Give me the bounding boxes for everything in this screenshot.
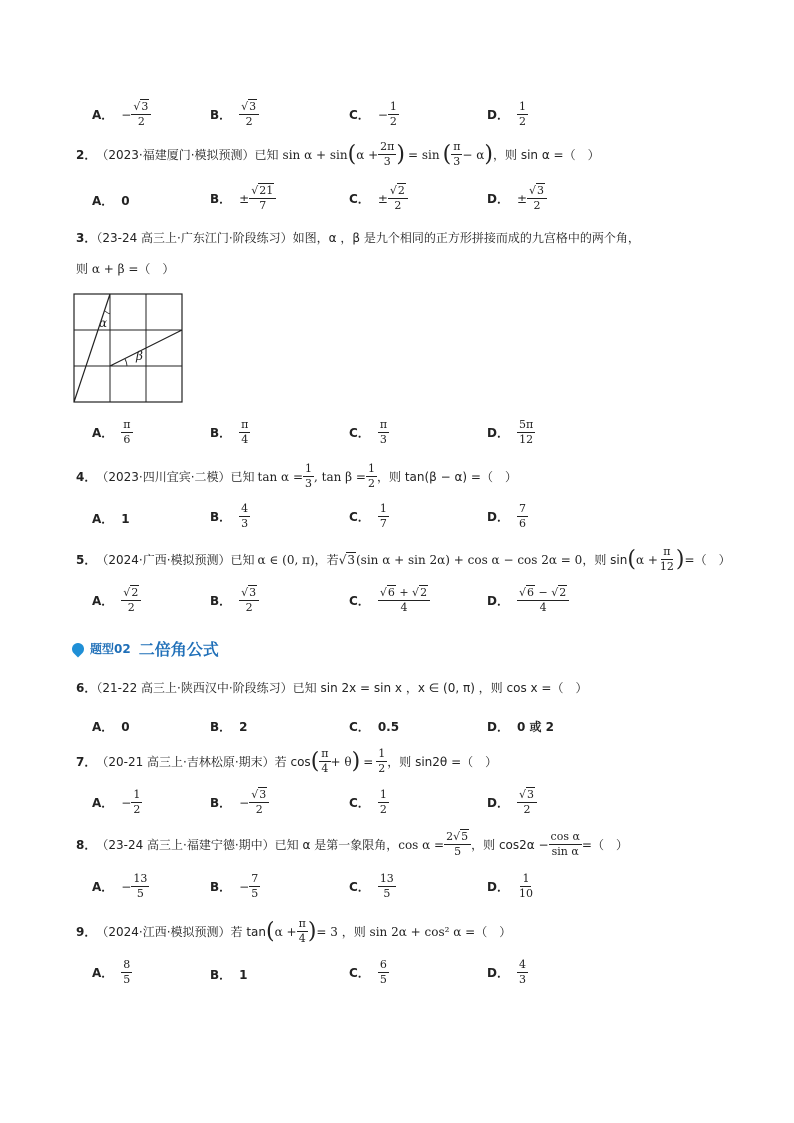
nine-grid-figure [72,292,186,406]
q9-option-a[interactable]: A． $\frac{8}{5}$ [92,958,131,986]
q2-option-c[interactable]: C． ± $\frac{√2}{2}$ [349,184,408,213]
question-9: 9． （2024·江西·模拟预测）若 tan ( α + $\frac{\pi}{4}$ ) = 3 ，则 sin 2α + cos² α =（ ） [76,917,512,945]
q6-option-b[interactable]: B． 2 [210,719,248,734]
q2-option-b[interactable]: B． ± $\frac{√21}{7}$ [210,184,276,213]
q5-option-b[interactable]: B． $\frac{√3}{2}$ [210,586,259,615]
question-3: 3．（23-24 高三上·广东江门·阶段练习）如图，α ，β 是九个相同的正方形拼接而成的九宫格中的两个角， [76,231,640,245]
q3-option-d[interactable]: D． $\frac{5\pi}{12}$ [487,418,534,446]
question-7: 7． （20-21 高三上·吉林松原·期末）若 cos ( $\frac{\pi}{4}$ + θ ) = $\frac{1}{2}$ ，则 sin2θ =（ ） [76,747,498,775]
q3-option-c[interactable]: C． $\frac{\pi}{3}$ [349,418,388,446]
q6-option-c[interactable]: C． 0.5 [349,719,400,734]
q9-option-b[interactable]: B． 1 [210,967,248,982]
q8-option-b[interactable]: B． − $\frac{7}{5}$ [210,872,259,900]
q6-option-d[interactable]: D． 0 或 2 [487,720,555,734]
q3-option-b[interactable]: B． $\frac{\pi}{4}$ [210,418,249,446]
q1-option-b[interactable]: B． $\frac{√3}{2}$ [210,100,259,129]
q8-option-c[interactable]: C． $\frac{13}{5}$ [349,872,394,900]
q1-option-a[interactable]: A． − $\frac{√3}{2}$ [92,100,151,129]
q2-option-a[interactable]: A． 0 [92,193,130,208]
q9-option-d[interactable]: D． $\frac{4}{3}$ [487,958,526,986]
question-8: 8． （23-24 高三上·福建宁德·期中）已知 α 是第一象限角， cos α = $\frac{2√5}{5}$ ，则 cos2α − $\frac{\text{cos α}}{\text{sin α}}$ =（ ） [76,830,628,858]
beta-label: β [136,349,143,363]
q4-option-d[interactable]: D． $\frac{7}{6}$ [487,502,526,530]
q7-option-d[interactable]: D． $\frac{√3}{2}$ [487,788,537,817]
question-3-line2: 则 α + β =（ ） [76,262,175,276]
q5-option-c[interactable]: C． $\frac{√6 + √2}{4}$ [349,586,430,615]
q7-option-b[interactable]: B． − $\frac{√3}{2}$ [210,788,269,817]
q8-option-d[interactable]: D． $\frac{1}{10}$ [487,872,533,900]
q8-option-a[interactable]: A． − $\frac{13}{5}$ [92,872,148,900]
q5-option-a[interactable]: A． $\frac{√2}{2}$ [92,586,141,615]
question-5: 5． （2024·广西·模拟预测）已知 α ∈ (0, π) ，若 √3 (sin α + sin 2α) + cos α − cos 2α = 0 ，则 sin ( α + $\frac{\pi}{12}$ ) =（ ） [76,545,731,573]
q3-option-a[interactable]: A． $\frac{\pi}{6}$ [92,418,131,446]
q1-option-c[interactable]: C． − $\frac{1}{2}$ [349,100,397,128]
location-pin-icon [70,640,87,657]
q1-option-d[interactable]: D． $\frac{1}{2}$ [487,100,526,128]
alpha-label: α [99,316,108,330]
q5-option-d[interactable]: D． $\frac{√6 - √2}{4}$ [487,586,569,615]
q4-option-a[interactable]: A． 1 [92,511,130,526]
q7-option-a[interactable]: A． − $\frac{1}{2}$ [92,788,141,816]
alpha-ray [74,294,110,402]
q9-option-c[interactable]: C． $\frac{6}{5}$ [349,958,387,986]
question-2: 2． （2023·福建厦门·模拟预测）已知 sin α + sin ( α + $\frac{2\pi}{3}$ ) = sin ( $\frac{\pi}{3}$ − α ) ，则 sin α =（ ） [76,140,600,168]
q7-option-c[interactable]: C． $\frac{1}{2}$ [349,788,387,816]
question-6: 6．（21-22 高三上·陕西汉中·阶段练习）已知 sin 2x = sin x ，x ∈ (0, π) ，则 cos x =（ ） [76,681,588,695]
q6-option-a[interactable]: A． 0 [92,719,130,734]
question-4: 4． （2023·四川宜宾·二模）已知 tan α = $\frac{1}{3}$ , tan β = $\frac{1}{2}$ ，则 tan(β − α) =（ ） [76,462,517,490]
q4-option-b[interactable]: B． $\frac{4}{3}$ [210,502,249,530]
q4-option-c[interactable]: C． $\frac{1}{7}$ [349,502,387,530]
q2-option-d[interactable]: D． ± $\frac{√3}{2}$ [487,184,547,213]
section-header: 题型02 二倍角公式 [72,637,219,660]
